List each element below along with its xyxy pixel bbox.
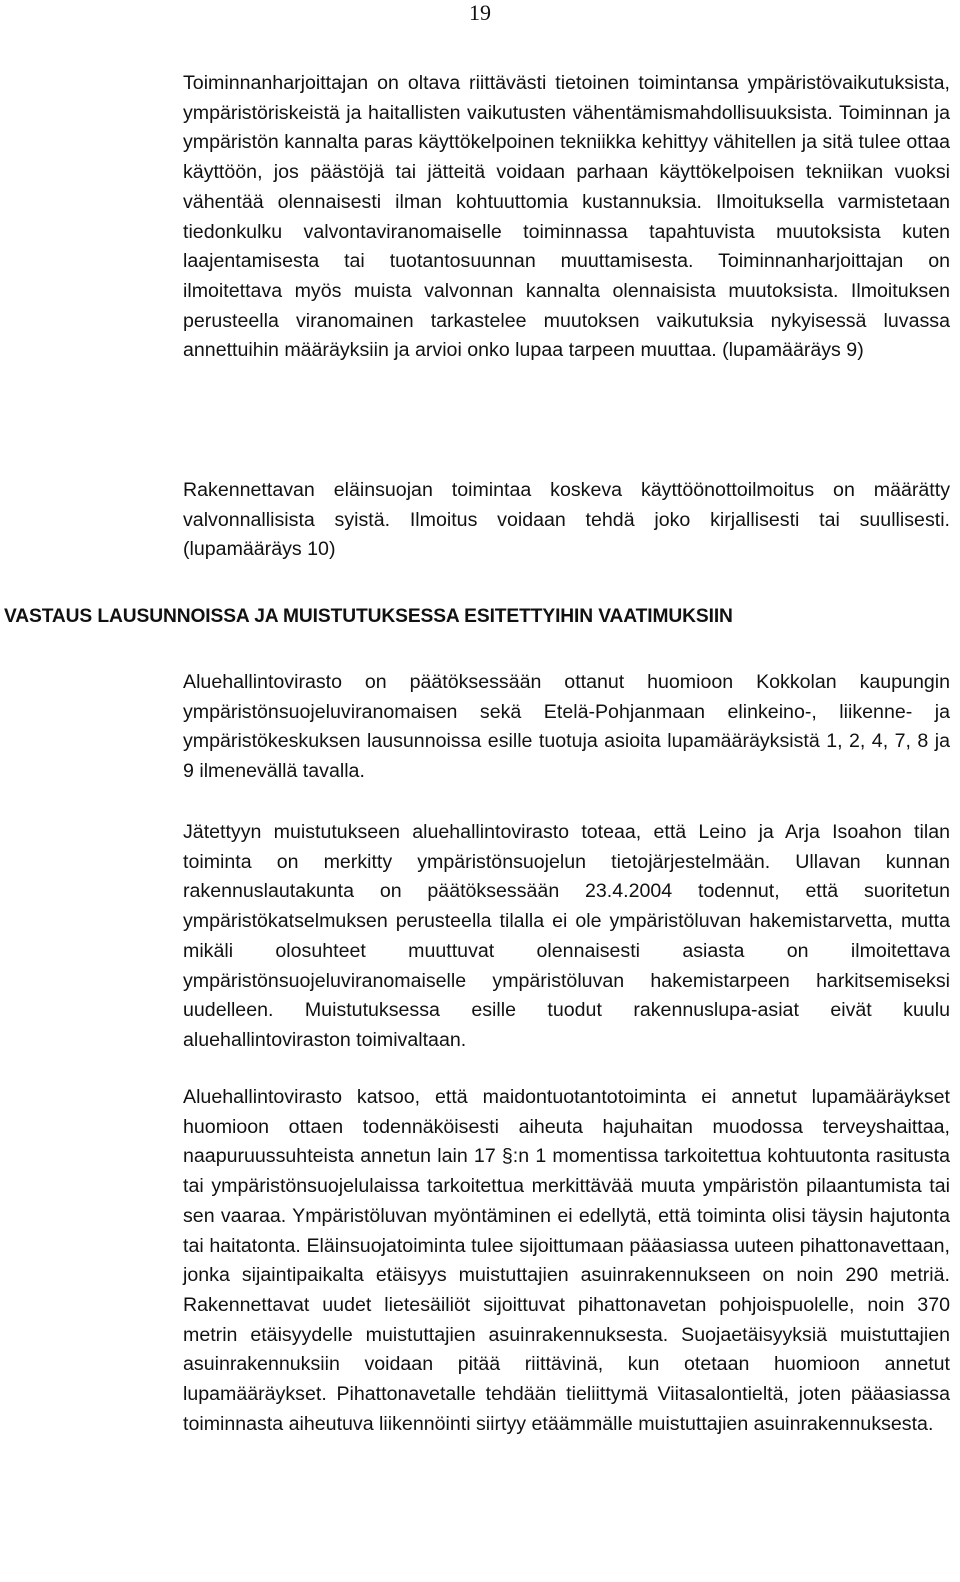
paragraph-commissioning-notice: Rakennettavan eläinsuojan toimintaa koskeva käyttöönottoilmoitus on määrätty valvonnallisista syistä. Ilmoitus voidaan tehdä joko kirjallisesti tai suullisesti. (lupamääräys 10) [183, 479, 950, 561]
paragraph-notification-obligation: Toiminnanharjoittajan on oltava riittävästi tietoinen toimintansa ympäristövaikutuksista, ympäristöriskeistä ja haitallisten vaikutusten vähentämismahdollisuuksista. Toiminnan ja ympäristön kannalta paras käyttökelpoinen tekniikka kehittyy vähitellen ja sitä tulee ottaa käyttöön, jos päästöjä tai jätteitä voidaan parhaan käyttökelpoisen tekniikan vuoksi vähentää olennaisesti ilman kohtuuttomia kustannuksia. Ilmoituksella varmistetaan tiedonkulku valvontaviranomaiselle toiminnassa tapahtuvista muutoksista kuten laajentamisesta tai tuotantosuunnan muuttamisesta. Toiminnanharjoittajan on ilmoitettava myös muista valvonnan kannalta olennaisista muutoksista. Ilmoituksen perusteella viranomainen tarkastelee muutoksen vaikutuksia nykyisessä luvassa annettuihin määräyksiin ja arvioi onko lupaa tarpeen muuttaa. (lupamääräys 9) [183, 72, 950, 362]
paragraph-reminder-response: Jätettyyn muistutukseen aluehallintovirasto toteaa, että Leino ja Arja Isoahon tilan toiminta on merkitty ympäristönsuojelun tietojärjestelmään. Ullavan kunnan rakennuslautakunta on päätöksessään 23.4.2004 todennut, että suoritetun ympäristökatselmuksen perusteella tilalla ei ole ympäristöluvan hakemistarvetta, mutta mikäli olosuhteet muuttuvat olennaisesti asiasta on ilmoitettava ympäristönsuojeluviranomaiselle ympäristöluvan hakemistarpeen harkitsemiseksi uudelleen. Muistutuksessa esille tuodut rakennuslupa-asiat eivät kuulu aluehallintoviraston toimivaltaan. [183, 821, 950, 1051]
section-heading: VASTAUS LAUSUNNOISSA JA MUISTUTUKSESSA ESITETTYIHIN VAATIMUKSIIN [4, 606, 733, 627]
paragraph-statements-response: Aluehallintovirasto on päätöksessään ottanut huomioon Kokkolan kaupungin ympäristönsuojeluviranomaisen sekä Etelä-Pohjanmaan elinkeino-, liikenne- ja ympäristökeskuksen lausunnoissa esille tuotuja asioita lupamääräyksistä 1, 2, 4, 7, 8 ja 9 ilmenevällä tavalla. [183, 671, 950, 783]
paragraph-odor-assessment: Aluehallintovirasto katsoo, että maidontuotantotoiminta ei annetut lupamääräykset huomioon ottaen todennäköisesti aiheuta hajuhaitan muodossa terveyshaittaa, naapuruussuhteista annetun lain 17 §:n 1 momentissa tarkoitettua kohtuutonta rasitusta tai ympäristönsuojelulaissa tarkoitettua merkittävää muuta ympäristön pilaantumista tai sen vaaraa. Ympäristöluvan myöntäminen ei edellytä, että toiminta olisi täysin hajutonta tai haitatonta. Eläinsuojatoiminta tulee sijoittumaan pääasiassa uuteen pihattonavettaan, jonka sijaintipaikalta etäisyys muistuttajien asuinrakennukseen on noin 290 metriä. Rakennettavat uudet lietesäiliöt sijoittuvat pihattonavetan pohjoispuolelle, noin 370 metrin etäisyydelle muistuttajien asuinrakennuksesta. Suojaetäisyyksiä muistuttajien asuinrakennuksiin voidaan pitää riittävinä, kun otetaan huomioon annetut lupamääräykset. Pihattonavetalle tehdään tieliittymä Viitasalontieltä, joten pääasiassa toiminnasta aiheutuva liikennöinti siirtyy etäämmälle muistuttajien asuinrakennuksesta. [183, 1086, 950, 1435]
page-number: 19 [469, 0, 491, 25]
